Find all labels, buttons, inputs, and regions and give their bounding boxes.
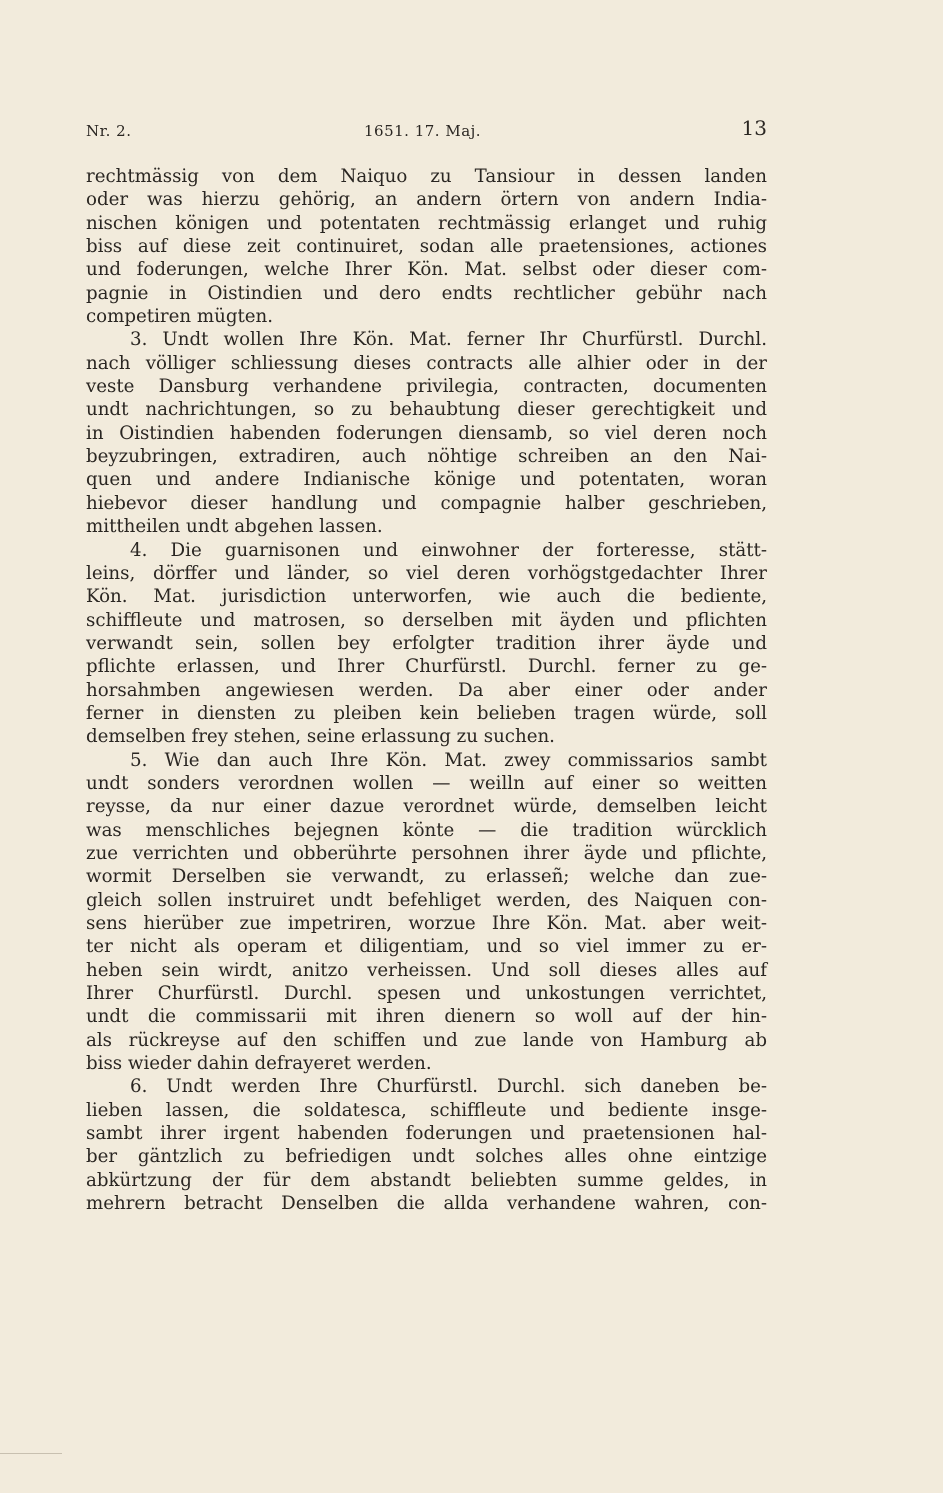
text-line: verwandt sein, sollen bey erfolgter tradition ihrer äyde und <box>86 632 767 654</box>
text-line: sens hierüber zue impetriren, worzue Ihre Kön. Mat. aber weit- <box>86 913 767 934</box>
text-line: was menschliches bejegnen könte — die tradition würcklich <box>86 819 767 841</box>
text-line: biss wieder dahin defrayeret werden. <box>86 1053 432 1075</box>
text-line: Ihrer Churfürstl. Durchl. spesen und unkostungen verrichtet, <box>86 983 767 1005</box>
text-line: mittheilen undt abgehen lassen. <box>86 516 383 538</box>
text-line: lieben lassen, die soldatesca, schiffleute und bediente insge- <box>86 1099 767 1121</box>
text-line: abkürtzung der für dem abstandt beliebten summe geldes, in <box>86 1169 767 1191</box>
text-line: undt nachrichtungen, so zu behaubtung dieser gerechtigkeit und <box>86 399 767 421</box>
text-line: nach völliger schliessung dieses contracts alle alhier oder in der <box>86 352 767 374</box>
text-line: pflichte erlassen, und Ihrer Churfürstl. Durchl. ferner zu ge- <box>86 656 767 678</box>
page-number: 13 <box>741 116 767 140</box>
document-date: 1651. 17. Maj. <box>364 122 482 140</box>
text-line: heben sein wirdt, anitzo verheissen. Und soll dieses alles auf <box>86 959 767 981</box>
text-line: sambt ihrer irgent habenden foderungen und praetensionen hal- <box>86 1123 767 1145</box>
text-line: biss auf diese zeit continuiret, sodan alle praetensiones, actiones <box>86 236 767 258</box>
text-line: undt sonders verordnen wollen — weilln auf einer so weitten <box>86 772 767 794</box>
margin-rule <box>0 1453 62 1454</box>
text-line: wormit Derselben sie verwandt, zu erlasseñ; welche dan zue- <box>86 866 767 888</box>
paragraph-6-start: 6. Undt werden Ihre Churfürstl. Durchl. sich daneben be- <box>130 1076 767 1098</box>
text-line: zue verrichten und obberührte persohnen ihrer äyde und pflichte, <box>86 842 767 864</box>
text-line: beyzubringen, extradiren, auch nöhtige schreiben an den Nai- <box>86 446 767 468</box>
text-line: ferner in diensten zu pleiben kein belieben tragen würde, soll <box>86 702 767 724</box>
text-line: quen und andere Indianische könige und potentaten, woran <box>86 469 767 491</box>
paragraph-5-start: 5. Wie dan auch Ihre Kön. Mat. zwey commissarios sambt <box>130 749 767 771</box>
text-line: schiffleute und matrosen, so derselben mit äyden und pflichten <box>86 609 767 631</box>
text-line: demselben frey stehen, seine erlassung zu suchen. <box>86 726 555 748</box>
text-line: mehrern betracht Denselben die allda verhandene wahren, con- <box>86 1193 767 1215</box>
text-line: ter nicht als operam et diligentiam, und so viel immer zu er- <box>86 936 767 958</box>
page-header <box>86 116 767 146</box>
text-line: rechtmässig von dem Naiquo zu Tansiour in dessen landen <box>86 166 767 187</box>
text-line: ber gäntzlich zu befriedigen undt solches alles ohne eintzige <box>86 1146 767 1168</box>
text-line: undt die commissarii mit ihren dienern so woll auf der hin- <box>86 1006 767 1028</box>
paragraph-3-start: 3. Undt wollen Ihre Kön. Mat. ferner Ihr Churfürstl. Durchl. <box>130 329 767 351</box>
text-line: Kön. Mat. jurisdiction unterworfen, wie auch die bediente, <box>86 586 767 608</box>
text-line: leins, dörffer und länder, so viel deren vorhögstgedachter Ihrer <box>86 562 767 584</box>
text-line: pagnie in Oistindien und dero endts rechtlicher gebühr nach <box>86 282 767 304</box>
text-line: oder was hierzu gehörig, an andern örtern von andern India- <box>86 189 767 211</box>
text-body <box>86 165 767 1215</box>
text-line: hiebevor dieser handlung und compagnie halber geschrieben, <box>86 492 767 514</box>
document-number: Nr. 2. <box>86 122 132 140</box>
text-line: horsahmben angewiesen werden. Da aber einer oder ander <box>86 679 767 701</box>
text-line: gleich sollen instruiret undt befehliget werden, des Naiquen con- <box>86 889 767 911</box>
text-line: veste Dansburg verhandene privilegia, contracten, documenten <box>86 376 767 398</box>
text-line: nischen königen und potentaten rechtmässig erlanget und ruhig <box>86 212 767 234</box>
text-line: und foderungen, welche Ihrer Kön. Mat. selbst oder dieser com- <box>86 259 767 281</box>
text-line: in Oistindien habenden foderungen diensamb, so viel deren noch <box>86 422 767 444</box>
text-line: competiren mügten. <box>86 306 274 328</box>
text-line: reysse, da nur einer dazue verordnet würde, demselben leicht <box>86 796 767 818</box>
text-line: als rückreyse auf den schiffen und zue lande von Hamburg ab <box>86 1029 767 1051</box>
paragraph-4-start: 4. Die guarnisonen und einwohner der forteresse, stätt- <box>130 539 767 561</box>
